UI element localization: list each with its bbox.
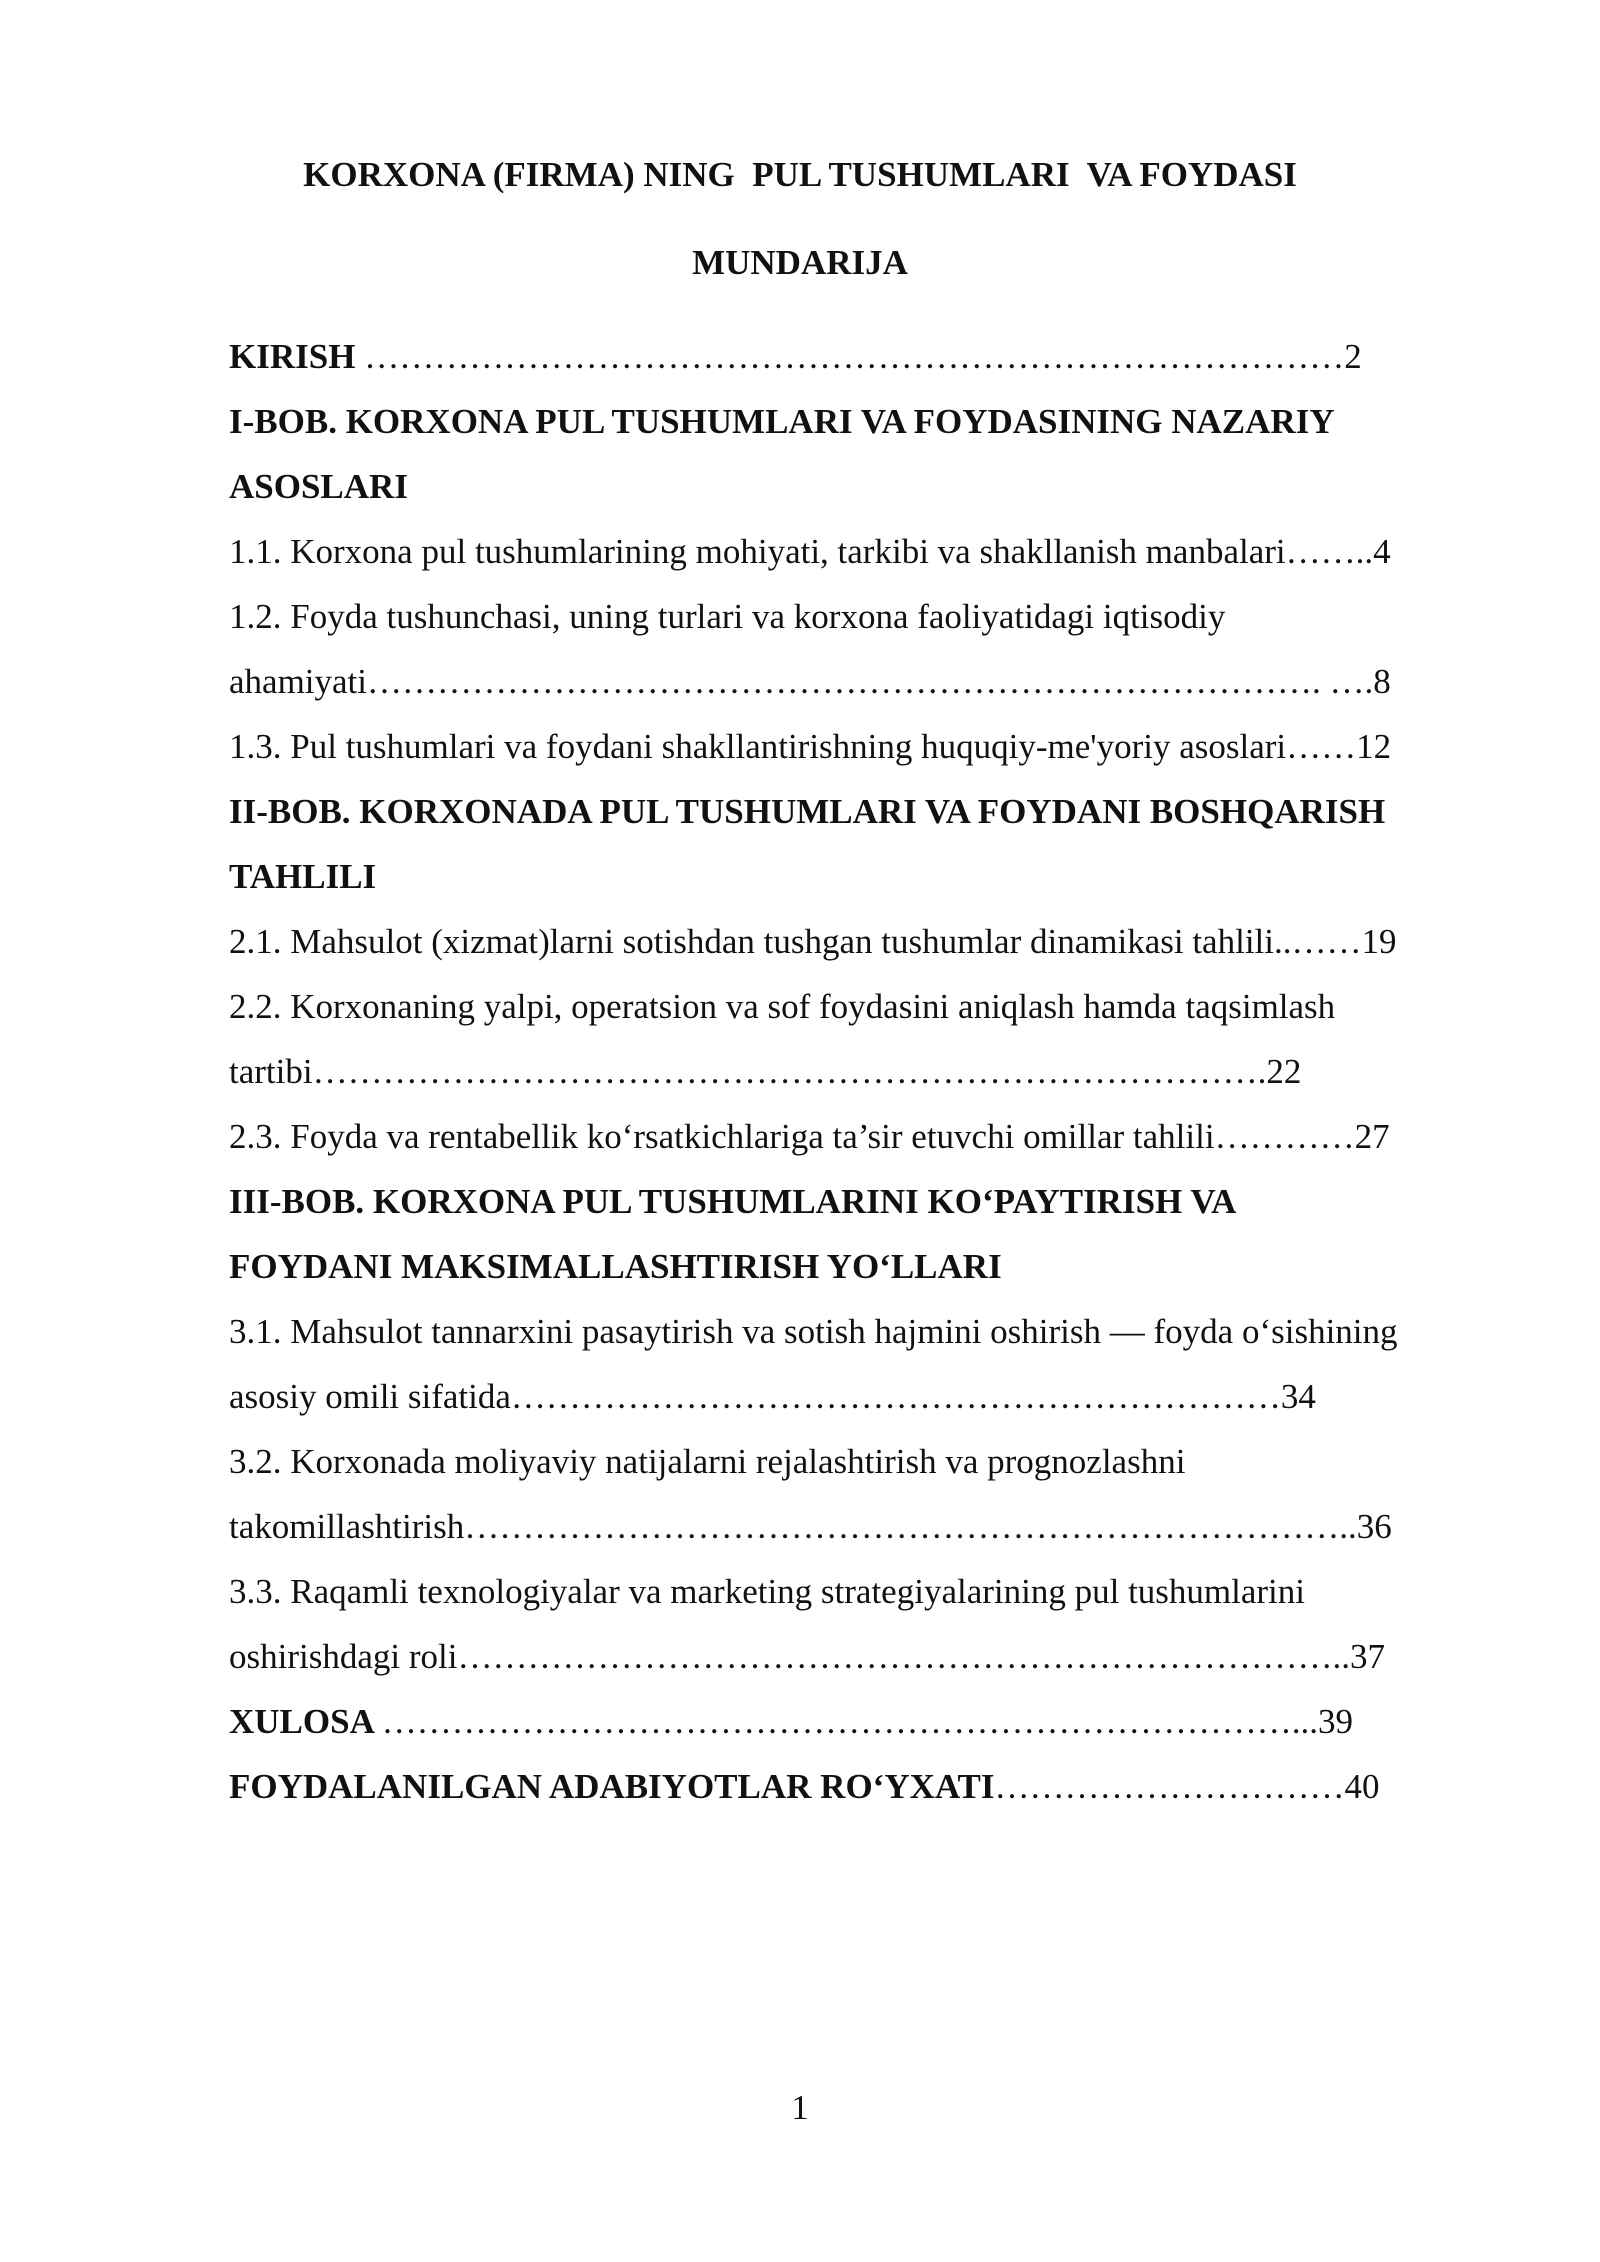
toc-leader-dots: …………………………: [994, 1767, 1345, 1806]
toc-entry: [229, 1754, 1489, 1819]
toc-entry: [229, 584, 1489, 649]
toc-entry: [229, 1624, 1489, 1689]
toc-page-number: 27: [1354, 1117, 1390, 1156]
page-number: 1: [791, 2088, 809, 2127]
toc-page-number: 8: [1373, 662, 1391, 701]
toc-entry-text: FOYDALANILGAN ADABIYOTLAR RO‘YXATI: [229, 1767, 995, 1806]
toc-entry: [229, 1689, 1489, 1754]
toc-entry: [229, 1299, 1489, 1364]
toc-entry-text: 2.2. Korxonaning yalpi, operatsion va sof foydasini aniqlash hamda taqsimlash: [229, 987, 1336, 1026]
toc-entry-text: II-BOB. KORXONADA PUL TUSHUMLARI VA FOYDANI BOSHQARISH: [229, 792, 1386, 831]
toc-entry-text: I-BOB. KORXONA PUL TUSHUMLARI VA FOYDASINING NAZARIY: [229, 402, 1335, 441]
toc-entry-text: 3.1. Mahsulot tannarxini pasaytirish va sotish hajmini oshirish — foyda o‘sishining: [229, 1312, 1398, 1351]
toc-page-number: 36: [1356, 1507, 1392, 1546]
toc-entry-text: 1.3. Pul tushumlari va foydani shakllantirishning huquqiy-me'yoriy asoslari: [229, 727, 1287, 766]
toc-leader-dots: ……………………………………………………………………….: [312, 1052, 1267, 1091]
toc-entry-text: 3.3. Raqamli texnologiyalar va marketing strategiyalarining pul tushumlarini: [229, 1572, 1305, 1611]
toc-entry: [229, 1104, 1489, 1169]
toc-entry: [229, 1429, 1489, 1494]
toc-page-number: 2: [1344, 337, 1362, 376]
toc-entry: [229, 1234, 1489, 1299]
toc-page-number: 4: [1373, 532, 1391, 571]
toc-entry-text: ahamiyati: [229, 662, 368, 701]
toc-leader-dots: …………………………………………………………: [510, 1377, 1281, 1416]
toc-entry-text: asosiy omili sifatida: [229, 1377, 511, 1416]
toc-entry: [229, 1039, 1489, 1104]
toc-entry-text: TAHLILI: [229, 857, 377, 896]
toc-entry: [229, 779, 1489, 844]
toc-page-number: 39: [1317, 1702, 1353, 1741]
toc-leader-dots: …………: [1214, 1117, 1355, 1156]
toc-entry-text: 2.3. Foyda va rentabellik ko‘rsatkichlariga ta’sir etuvchi omillar tahlili: [229, 1117, 1215, 1156]
toc-entry: [229, 389, 1489, 454]
toc-entry: [229, 909, 1489, 974]
toc-page-number: 37: [1349, 1637, 1385, 1676]
toc-entry: [229, 649, 1489, 714]
toc-leader-dots: …………………………………………………………………..: [464, 1507, 1357, 1546]
toc-entry-text: takomillashtirish: [229, 1507, 465, 1546]
toc-entry-text: III-BOB. KORXONA PUL TUSHUMLARINI KO‘PAYTIRISH VA: [229, 1182, 1237, 1221]
toc-entry: [229, 324, 1489, 389]
document-title: KORXONA (FIRMA) NING PUL TUSHUMLARI VA FOYDASI: [303, 155, 1297, 194]
toc-entry-text: 2.1. Mahsulot (xizmat)larni sotishdan tushgan tushumlar dinamikasi tahlili.: [229, 922, 1283, 961]
toc-entry-text: ASOSLARI: [229, 467, 408, 506]
toc-page-number: 22: [1266, 1052, 1302, 1091]
toc-leader-dots: ……..: [1285, 532, 1374, 571]
toc-entry: [229, 454, 1489, 519]
toc-entry: [229, 519, 1489, 584]
toc-entry-text: 1.2. Foyda tushunchasi, uning turlari va korxona faoliyatidagi iqtisodiy: [229, 597, 1226, 636]
toc-page-number: 19: [1361, 922, 1397, 961]
toc-entry: [229, 1364, 1489, 1429]
toc-entry-text: 1.1. Korxona pul tushumlarining mohiyati, tarkibi va shakllanish manbalari: [229, 532, 1286, 571]
toc-entry-text: oshirishdagi roli: [229, 1637, 458, 1676]
toc-leader-dots: ……………………………………………………………………...: [381, 1702, 1318, 1741]
table-of-contents: [229, 324, 1489, 1819]
toc-entry: [229, 1559, 1489, 1624]
toc-page-number: 40: [1344, 1767, 1380, 1806]
toc-leader-dots: …………………………………………………………………………: [364, 337, 1345, 376]
toc-entry-text: XULOSA: [229, 1702, 382, 1741]
toc-entry: [229, 714, 1489, 779]
toc-entry: [229, 1494, 1489, 1559]
toc-entry-text: FOYDANI MAKSIMALLASHTIRISH YO‘LLARI: [229, 1247, 1002, 1286]
toc-entry: [229, 844, 1489, 909]
toc-entry-text: 3.2. Korxonada moliyaviy natijalarni rejalashtirish va prognozlashni: [229, 1442, 1186, 1481]
toc-leader-dots: .……: [1282, 922, 1362, 961]
toc-entry: [229, 1169, 1489, 1234]
toc-leader-dots: ………………………………………………………………………. ….: [367, 662, 1374, 701]
toc-page-number: 12: [1356, 727, 1392, 766]
toc-entry-text: KIRISH: [229, 337, 365, 376]
toc-heading: MUNDARIJA: [692, 243, 908, 282]
toc-page-number: 34: [1280, 1377, 1316, 1416]
toc-entry: [229, 974, 1489, 1039]
toc-leader-dots: …………………………………………………………………..: [457, 1637, 1350, 1676]
toc-leader-dots: ……: [1286, 727, 1357, 766]
toc-entry-text: tartibi: [229, 1052, 313, 1091]
